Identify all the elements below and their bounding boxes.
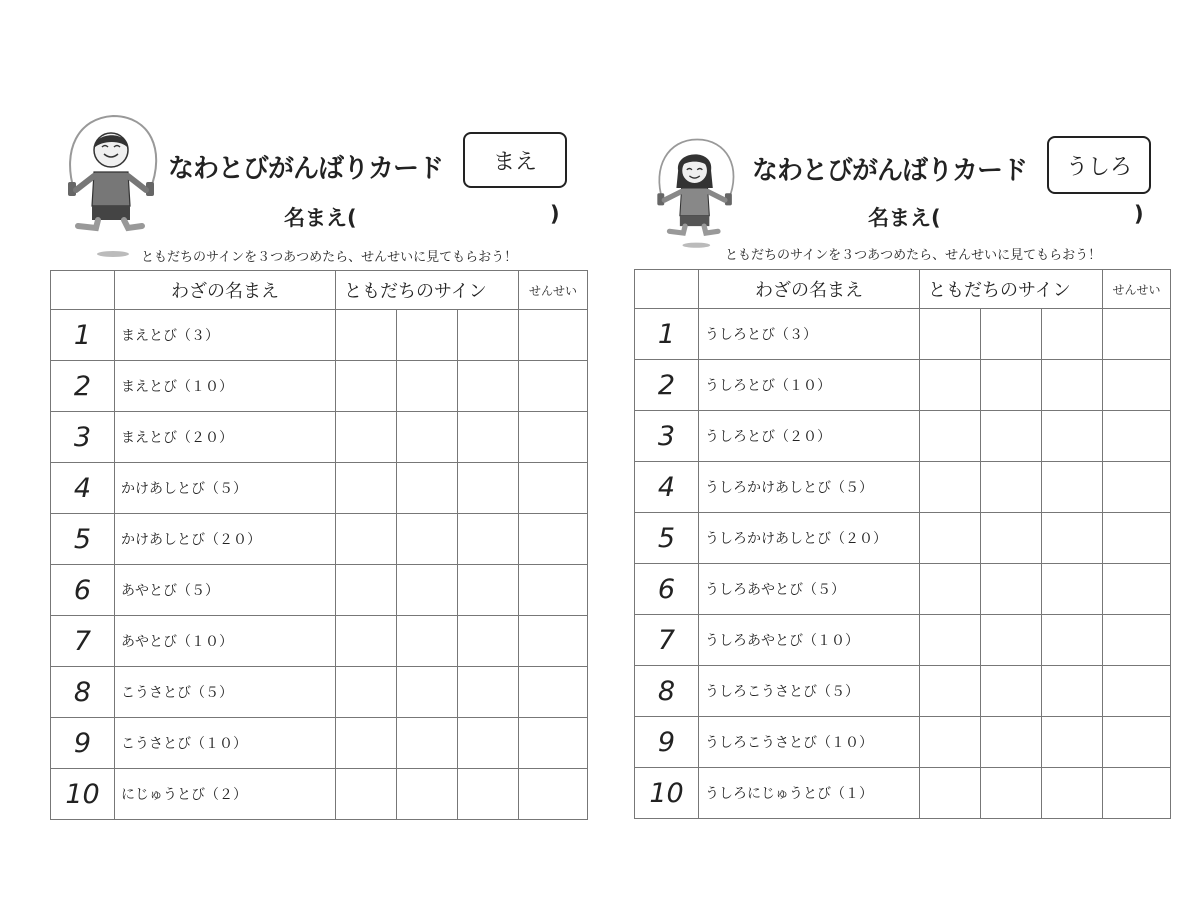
friend-sign-cell[interactable] — [981, 564, 1042, 615]
skill-name: うしろかけあしとび（２０） — [699, 513, 920, 564]
teacher-sign-cell[interactable] — [1103, 513, 1171, 564]
friend-sign-cell[interactable] — [458, 769, 519, 820]
row-number: 3 — [51, 412, 115, 463]
skill-name: まえとび（３） — [115, 310, 336, 361]
friend-sign-cell[interactable] — [397, 514, 458, 565]
table-row — [635, 513, 1171, 564]
teacher-sign-cell[interactable] — [1103, 309, 1171, 360]
friend-sign-cell[interactable] — [458, 718, 519, 769]
table-row — [635, 564, 1171, 615]
instruction-text: ともだちのサインを３つあつめたら、せんせいに見てもらおう！ — [725, 248, 1102, 263]
jump-rope-boy-icon — [58, 110, 158, 260]
teacher-sign-cell[interactable] — [519, 616, 588, 667]
table-header-row — [635, 270, 1171, 309]
instruction-text: ともだちのサインを３つあつめたら、せんせいに見てもらおう！ — [141, 250, 518, 265]
friend-sign-cell[interactable] — [981, 615, 1042, 666]
friend-sign-cell[interactable] — [458, 667, 519, 718]
name-close-paren: ) — [1134, 202, 1144, 226]
table-row — [635, 768, 1171, 819]
name-close-paren: ) — [550, 202, 560, 226]
teacher-sign-cell[interactable] — [1103, 615, 1171, 666]
table-row — [51, 310, 588, 361]
skill-name: うしろとび（３） — [699, 309, 920, 360]
skills-table — [50, 270, 588, 820]
friend-sign-cell[interactable] — [920, 666, 981, 717]
friend-sign-cell[interactable] — [336, 616, 397, 667]
skill-name: かけあしとび（２０） — [115, 514, 336, 565]
row-number: 8 — [635, 666, 699, 717]
friend-sign-cell[interactable] — [981, 666, 1042, 717]
teacher-sign-cell[interactable] — [1103, 768, 1171, 819]
skill-name: こうさとび（１０） — [115, 718, 336, 769]
header-skill-name: わざの名まえ — [699, 270, 920, 309]
friend-sign-cell[interactable] — [397, 463, 458, 514]
teacher-sign-cell[interactable] — [1103, 666, 1171, 717]
skill-name: うしろあやとび（１０） — [699, 615, 920, 666]
friend-sign-cell[interactable] — [1042, 717, 1103, 768]
friend-sign-cell[interactable] — [1042, 666, 1103, 717]
name-field[interactable] — [284, 202, 564, 232]
name-label: 名まえ( — [284, 206, 357, 230]
skill-name: こうさとび（５） — [115, 667, 336, 718]
teacher-sign-cell[interactable] — [1103, 564, 1171, 615]
skill-name: うしろにじゅうとび（１） — [699, 768, 920, 819]
header-friend-sign: ともだちのサイン — [336, 271, 519, 310]
teacher-sign-cell[interactable] — [519, 514, 588, 565]
row-number: 1 — [635, 309, 699, 360]
friend-sign-cell[interactable] — [458, 412, 519, 463]
skill-name: まえとび（１０） — [115, 361, 336, 412]
friend-sign-cell[interactable] — [920, 309, 981, 360]
table-header-row — [51, 271, 588, 310]
teacher-sign-cell[interactable] — [519, 565, 588, 616]
teacher-sign-cell[interactable] — [1103, 411, 1171, 462]
row-number: 4 — [635, 462, 699, 513]
table-row — [635, 462, 1171, 513]
row-number: 2 — [51, 361, 115, 412]
friend-sign-cell[interactable] — [920, 768, 981, 819]
friend-sign-cell[interactable] — [397, 769, 458, 820]
table-row — [51, 718, 588, 769]
friend-sign-cell[interactable] — [1042, 462, 1103, 513]
friend-sign-cell[interactable] — [458, 463, 519, 514]
friend-sign-cell[interactable] — [458, 514, 519, 565]
friend-sign-cell[interactable] — [981, 309, 1042, 360]
friend-sign-cell[interactable] — [920, 462, 981, 513]
row-number: 10 — [635, 768, 699, 819]
teacher-sign-cell[interactable] — [1103, 462, 1171, 513]
friend-sign-cell[interactable] — [981, 717, 1042, 768]
friend-sign-cell[interactable] — [336, 769, 397, 820]
table-row — [51, 616, 588, 667]
friend-sign-cell[interactable] — [336, 667, 397, 718]
table-row — [51, 514, 588, 565]
friend-sign-cell[interactable] — [1042, 411, 1103, 462]
header-friend-sign: ともだちのサイン — [920, 270, 1103, 309]
jump-direction-tag: まえ — [463, 132, 567, 188]
table-row — [51, 667, 588, 718]
skill-name: まえとび（２０） — [115, 412, 336, 463]
header-number — [635, 270, 699, 309]
friend-sign-cell[interactable] — [981, 513, 1042, 564]
header-skill-name: わざの名まえ — [115, 271, 336, 310]
skill-name: うしろとび（１０） — [699, 360, 920, 411]
friend-sign-cell[interactable] — [1042, 768, 1103, 819]
friend-sign-cell[interactable] — [458, 310, 519, 361]
friend-sign-cell[interactable] — [336, 514, 397, 565]
friend-sign-cell[interactable] — [920, 615, 981, 666]
friend-sign-cell[interactable] — [1042, 309, 1103, 360]
teacher-sign-cell[interactable] — [1103, 717, 1171, 768]
friend-sign-cell[interactable] — [920, 360, 981, 411]
friend-sign-cell[interactable] — [336, 463, 397, 514]
skill-name: あやとび（１０） — [115, 616, 336, 667]
table-row — [51, 565, 588, 616]
friend-sign-cell[interactable] — [920, 564, 981, 615]
skill-name: にじゅうとび（２） — [115, 769, 336, 820]
table-row — [635, 717, 1171, 768]
row-number: 2 — [635, 360, 699, 411]
friend-sign-cell[interactable] — [397, 667, 458, 718]
friend-sign-cell[interactable] — [1042, 360, 1103, 411]
row-number: 9 — [51, 718, 115, 769]
table-row — [51, 769, 588, 820]
friend-sign-cell[interactable] — [1042, 564, 1103, 615]
friend-sign-cell[interactable] — [336, 361, 397, 412]
card-title: なわとびがんばりカード — [752, 156, 1028, 186]
table-row — [635, 360, 1171, 411]
row-number: 7 — [51, 616, 115, 667]
table-row — [51, 361, 588, 412]
friend-sign-cell[interactable] — [981, 462, 1042, 513]
friend-sign-cell[interactable] — [981, 360, 1042, 411]
friend-sign-cell[interactable] — [336, 412, 397, 463]
friend-sign-cell[interactable] — [981, 768, 1042, 819]
table-row — [51, 463, 588, 514]
friend-sign-cell[interactable] — [920, 411, 981, 462]
row-number: 6 — [51, 565, 115, 616]
friend-sign-cell[interactable] — [1042, 615, 1103, 666]
friend-sign-cell[interactable] — [336, 718, 397, 769]
header-number — [51, 271, 115, 310]
header-teacher: せんせい — [519, 271, 588, 310]
row-number: 3 — [635, 411, 699, 462]
friend-sign-cell[interactable] — [397, 361, 458, 412]
table-row — [635, 615, 1171, 666]
row-number: 7 — [635, 615, 699, 666]
teacher-sign-cell[interactable] — [519, 412, 588, 463]
name-field[interactable] — [868, 202, 1148, 232]
row-number: 5 — [635, 513, 699, 564]
teacher-sign-cell[interactable] — [519, 667, 588, 718]
friend-sign-cell[interactable] — [397, 616, 458, 667]
table-row — [635, 666, 1171, 717]
table-row — [51, 412, 588, 463]
row-number: 8 — [51, 667, 115, 718]
header-teacher: せんせい — [1103, 270, 1171, 309]
friend-sign-cell[interactable] — [397, 310, 458, 361]
friend-sign-cell[interactable] — [397, 565, 458, 616]
jump-direction-tag: うしろ — [1047, 136, 1151, 194]
row-number: 6 — [635, 564, 699, 615]
skill-name: かけあしとび（５） — [115, 463, 336, 514]
friend-sign-cell[interactable] — [458, 565, 519, 616]
row-number: 10 — [51, 769, 115, 820]
friend-sign-cell[interactable] — [397, 718, 458, 769]
friend-sign-cell[interactable] — [397, 412, 458, 463]
friend-sign-cell[interactable] — [336, 565, 397, 616]
row-number: 1 — [51, 310, 115, 361]
skills-table — [634, 269, 1171, 819]
teacher-sign-cell[interactable] — [519, 310, 588, 361]
table-row — [635, 309, 1171, 360]
friend-sign-cell[interactable] — [1042, 513, 1103, 564]
teacher-sign-cell[interactable] — [519, 361, 588, 412]
teacher-sign-cell[interactable] — [519, 718, 588, 769]
row-number: 9 — [635, 717, 699, 768]
friend-sign-cell[interactable] — [458, 616, 519, 667]
skill-name: うしろこうさとび（５） — [699, 666, 920, 717]
row-number: 5 — [51, 514, 115, 565]
skill-name: うしろかけあしとび（５） — [699, 462, 920, 513]
name-label: 名まえ( — [868, 206, 941, 230]
friend-sign-cell[interactable] — [981, 411, 1042, 462]
skill-name: うしろあやとび（５） — [699, 564, 920, 615]
skill-name: あやとび（５） — [115, 565, 336, 616]
friend-sign-cell[interactable] — [336, 310, 397, 361]
teacher-sign-cell[interactable] — [519, 463, 588, 514]
friend-sign-cell[interactable] — [458, 361, 519, 412]
teacher-sign-cell[interactable] — [1103, 360, 1171, 411]
table-row — [635, 411, 1171, 462]
skill-name: うしろとび（２０） — [699, 411, 920, 462]
teacher-sign-cell[interactable] — [519, 769, 588, 820]
skill-name: うしろこうさとび（１０） — [699, 717, 920, 768]
card-title: なわとびがんばりカード — [168, 154, 444, 184]
friend-sign-cell[interactable] — [920, 717, 981, 768]
friend-sign-cell[interactable] — [920, 513, 981, 564]
row-number: 4 — [51, 463, 115, 514]
